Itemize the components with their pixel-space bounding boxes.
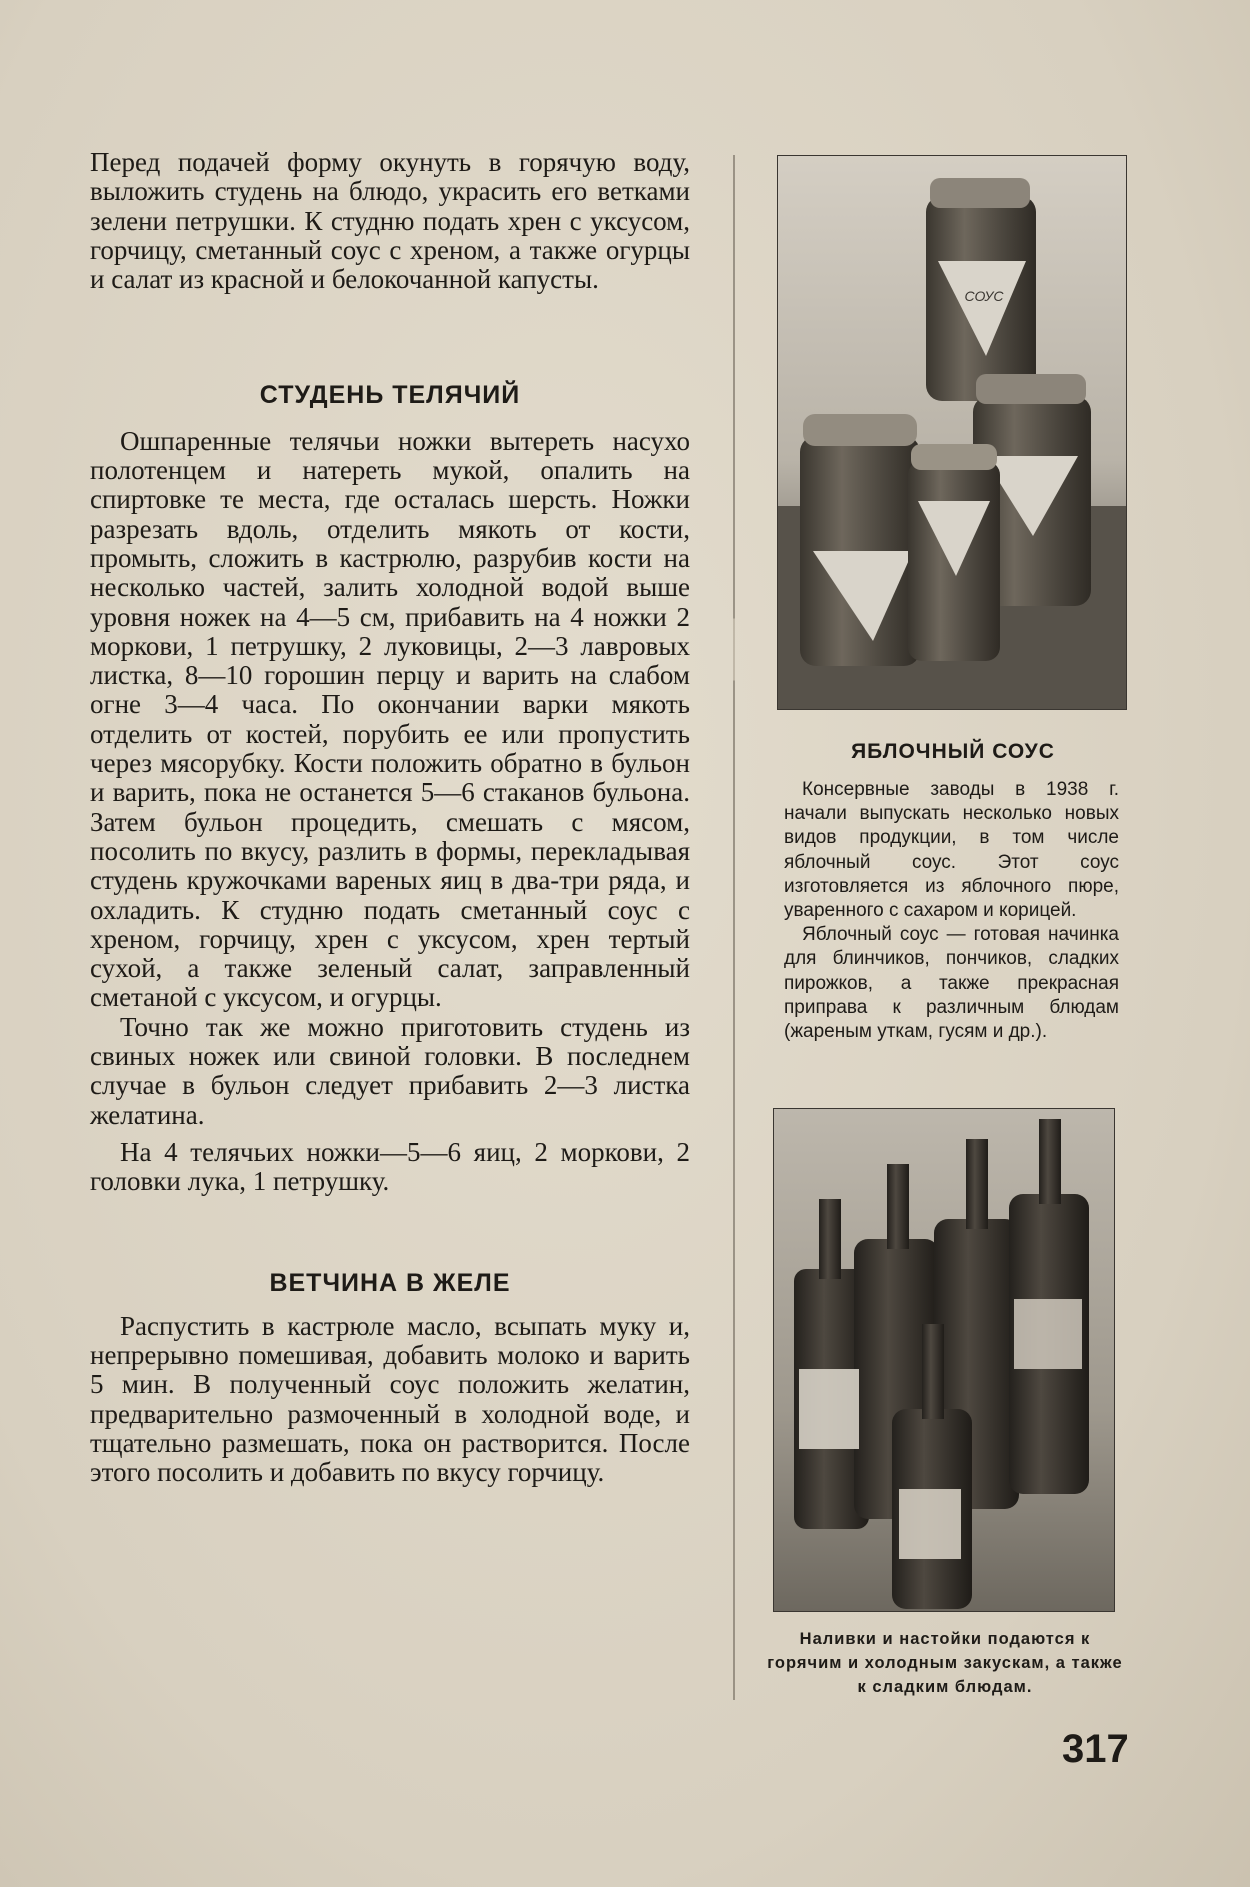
- apple-sauce-caption: [784, 778, 1119, 1044]
- liqueur-caption: Наливки и настойки подаются к горячим и холодным закускам, а также к сладким блюдам.: [767, 1630, 1123, 1696]
- jar-label-text: СОУС: [964, 288, 1004, 304]
- liqueur-bottles-photo: [773, 1108, 1115, 1612]
- studen-paragraph-3: На 4 телячьих ножки—5—6 яиц, 2 моркови, 2 головки лука, 1 петрушку.: [90, 1136, 690, 1197]
- column-divider: [733, 155, 735, 1700]
- apple-sauce-caption-title: ЯБЛОЧНЫЙ СОУС: [851, 740, 1055, 763]
- studen-paragraph-1: Ошпаренные телячьи ножки вытереть насухо полотенцем и натереть мукой, опалить на спиртовке те места, где осталась шерсть. Ножки разрезать вдоль, отделить мякоть от кости, промыть, сложить в кастрюлю, разрубив кости на несколько частей, залить холодной водой выше уровня ножек на 4—5 см, прибавить на 4 ножки 2 моркови, 1 петрушку, 2 луковицы, 2—3 лавровых листка, 8—10 горошин перцу и варить на слабом огне 3—4 часа. По окончании варки мякоть отделить от костей, порубить ее или пропустить через мясорубку. Кости положить обратно в бульон и варить, пока не останется 5—6 стаканов бульона. Затем бульон процедить, смешать с мясом, посолить по вкусу, разлить в формы, перекладывая студень кружочками вареных яиц в два-три ряда, и охладить. К студню подать сметанный соус с хреном, горчицу, хрен с уксусом, хрен тертый сухой, а также зеленый салат, заправленный сметаной с уксусом, и огурцы.: [90, 425, 690, 1013]
- apple-sauce-caption-p1: Консервные заводы в 1938 г. начали выпускать несколько новых видов продукции, в том числе яблочный соус. Этот соус изготовляется из яблочного пюре, уваренного с сахаром и корицей.: [784, 779, 1119, 922]
- intro-paragraph: Перед подачей форму окунуть в горячую воду, выложить студень на блюдо, украсить его ветками зелени петрушки. К студню подать хрен с уксусом, горчицу, сметанный соус с хреном, а также огурцы и салат из красной и белокочанной капусты.: [90, 147, 690, 295]
- section-title-vetchina: ВЕТЧИНА В ЖЕЛЕ: [269, 1268, 511, 1297]
- left-column: [90, 148, 690, 1488]
- page-number: 317: [1062, 1727, 1129, 1771]
- vetchina-paragraph-1: Распустить в кастрюле масло, всыпать муку и, непрерывно помешивая, добавить молоко и варить 5 мин. В полученный соус положить желатин, предварительно размоченный в холодной воде, и тщательно размешать, пока он растворится. После этого посолить и добавить по вкусу горчицу.: [90, 1310, 690, 1488]
- studen-paragraph-2: Точно так же можно приготовить студень из свиных ножек или свиной головки. В последнем случае в бульон следует прибавить 2—3 листка желатина.: [90, 1011, 690, 1130]
- apple-sauce-jars-photo: [777, 155, 1127, 710]
- apple-sauce-caption-p2: Яблочный соус — готовая начинка для блинчиков, пончиков, сладких пирожков, а также прекрасная приправа к различным блюдам (жареным уткам, гусям и др.).: [784, 924, 1119, 1043]
- section-title-studen: СТУДЕНЬ ТЕЛЯЧИЙ: [259, 381, 521, 410]
